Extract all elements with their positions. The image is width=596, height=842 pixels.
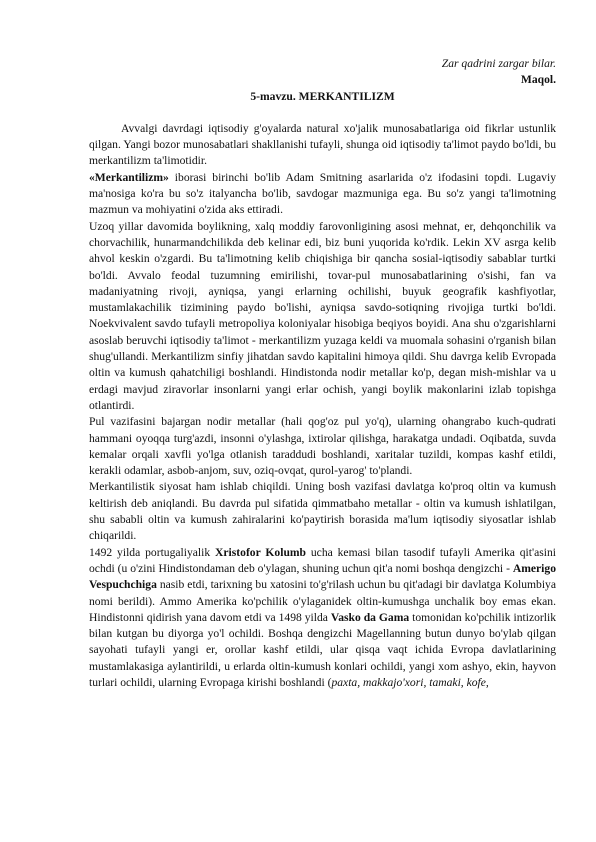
paragraph-text: tomonidan ko'pchilik intizorlik bilan kutgan bu diyorga yo'l ochildi. Boshqa dengizchi Magellanning butun dunyo bo'ylab qilgan sayohati tufayli yangi er, orollar kashf etildi, ular qisqa vaqt ichida Evropa davlatlarining mustamlakasiga aylantirildi, u erlarda oltin-kumush konlari ochildi, yangi xom ashyo, ekin, hayvon turlari ochildi, ularning Evropaga kirishi boshlandi ( xyxy=(89,610,556,689)
document-page xyxy=(89,56,556,691)
paragraph-origins: Uzoq yillar davomida boylikning, xalq moddiy farovonligining asosi mehnat, er, dehqonchilik va chorvachilik, hunarmandchilikda deb kelinar edi, biz buni yuqorida ko'rdik. Lekin XV asrga kelib ahvol keskin o'zgardi. Bu ta'limotning kelib chiqishiga bir qancha sosial-iqtisodiy sabablar turtki bo'ldi. Avvalo feodal tuzumning emirilishi, tovar-pul munosabatlarining o'sishi, fan va madaniyatning rivoji, ayniqsa, yangi erlarning ochilishi, buyuk geografik kashfiyotlar, mustamlakachilik tizimining paydo bo'lishi, ayniqsa savdo-sotiqning rivojiga turtki bo'ldi. Noekvivalent savdo tufayli metropoliya koloniyalar hisobiga beqiyos boyidi. Ana shu o'zgarishlarni asoslab beruvchi iqtisodiy ta'limot - merkantilizm yuzaga keldi va muomala sohasini o'rganish bilan shug'ullandi. Merkantilizm sinfiy jihatdan savdo kapitalini himoya qildi. Shu davrga kelib Evropada oltin va kumush qahatchiligi boshlandi. Hindistonda nodir metallar ko'p, degan mish-mishlar va u erdagi mavjud ziravorlar insonlarni yangi erlar ochish, yangi boylik makonlarini izlab topishga otlantirdi. xyxy=(89,219,556,412)
epigraph-source: Maqol. xyxy=(520,73,556,87)
section-title: 5-mavzu. MERKANTILIZM xyxy=(250,89,395,103)
name-vasco-da-gama: Vasko da Gama xyxy=(330,610,410,624)
name-vespucci: Amerigo Vespuchchiga xyxy=(89,561,556,592)
paragraph-mercantilist-policy: Merkantilistik siyosat ham ishlab chiqildi. Uning bosh vazifasi davlatga ko'proq oltin va kumush keltirish deb aniqlandi. Bu davrda pul sifatida qimmatbaho metallar - oltin va kumush ishlatilgan, shu sababli oltin va kumush zahiralarini ko'paytirish borasida ma'lum iqtisodiy siyosatlar ishlab chiqarildi. xyxy=(89,480,556,543)
paragraph-text: ucha kemasi bilan tasodif tufayli Amerika qit'asini ochdi (u o'zini Hindistondaman deb o'ylagan, shuning uchun qit'a nomi boshqa dengizchi - xyxy=(89,545,556,575)
paragraph-precious-metals: Pul vazifasini bajargan nodir metallar (hali qog'oz pul yo'q), ularning ohangrabo kuch-qudrati hammani oyoqqa turg'azdi, insonni o'ylashga, ixtirolar qilishga, harakatga undadi. Oqibatda, suvda kemalar orqali xavfli yo'lga otlanish taraddudi boshlandi, xaritalar tuzildi, kompas kashf etildi, kerakli odamlar, asbob-anjom, suv, oziq-ovqat, qurol-yarog' to'plandi. xyxy=(89,415,556,478)
paragraph-intro: Avvalgi davrdagi iqtisodiy g'oyalarda natural xo'jalik munosabatlariga oid fikrlar ustunlik qilgan. Yangi bozor munosabatlari shakllanishi tufayli, shunga oid iqtisodiy ta'limot paydo bo'ldi, bu merkantilizm ta'limotidir. xyxy=(89,121,556,168)
paragraph-text: 1492 yilda portugaliyalik xyxy=(89,545,216,559)
goods-list: paxta, makkajo'xori, tamaki, kofe, xyxy=(331,675,489,689)
name-columbus: Xristofor Kolumb xyxy=(215,545,306,559)
epigraph: Zar qadrini zargar bilar. xyxy=(441,57,556,70)
paragraph-discoveries xyxy=(89,545,556,692)
paragraph-term-definition xyxy=(89,170,556,219)
paragraph-text: iborasi birinchi bo'lib Adam Smitning asarlarida o'z ifodasini topdi. Lugaviy ma'nosiga ko'ra bu so'z italyancha bo'lib, savdogar mazmuniga ega. Bu so'z yangi ta'limotning mazmun va mohiyatini o'zida aks ettiradi. xyxy=(89,170,556,217)
term-merkantilizm: «Merkantilizm» xyxy=(89,170,169,184)
paragraph-text: nasib etdi, tarixning bu xatosini to'g'rilash uchun bu qit'adagi bir davlatga Kolumbiya nomi berildi). Ammo Amerika ko'pchilik o'ylaganidek oltin-kumushga unchalik boy emas ekan. Hindistonni qidirish yana davom etdi va 1498 yilda xyxy=(89,578,556,624)
